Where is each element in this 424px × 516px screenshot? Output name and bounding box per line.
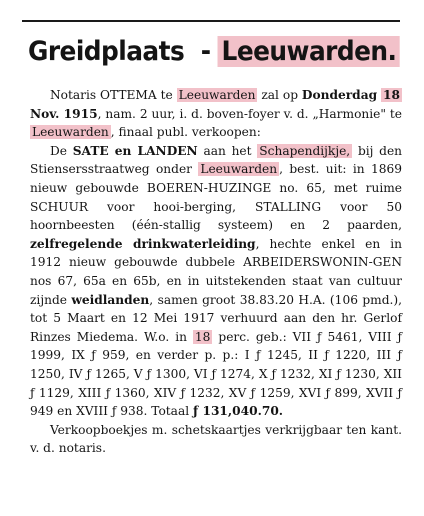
- text-span: , hechte enkel en in 1912 nieuw gebouwde dubbele ARBEIDERSWONIN-GEN nos 67, 65a en 65b, en in uitstekenden staat van cultuur zijnde: [30, 236, 402, 307]
- text-span: perc. geb.: VII ƒ 5461, VIII ƒ 1999, IX ƒ 959, en verder p. p.: I ƒ 1245, II ƒ 1220, III ƒ 1250, IV ƒ 1265, V ƒ 1300, VI ƒ 1274, X ƒ 1232, XI ƒ 1230, XII ƒ 1129, XIII ƒ 1360, XIV ƒ 1232, XV ƒ 1259, XVI ƒ 899, XVII ƒ 949 en XVIII ƒ 938. Totaal: [30, 329, 403, 419]
- text-span: De: [50, 143, 67, 158]
- paragraph-auction-notice: [30, 86, 402, 142]
- text-span: Notaris OTTEMA te: [50, 88, 173, 102]
- advert-heading: [28, 26, 397, 78]
- heading-place: Greidplaats: [28, 36, 185, 67]
- highlight-leeuwarden: Leeuwarden: [178, 88, 256, 102]
- bold-date: Nov. 1915: [30, 106, 98, 121]
- heading-separator: -: [200, 36, 211, 67]
- highlight-schapendijkje: Schapendijkje,: [259, 143, 351, 158]
- text-span: , best. uit: in 1869 nieuw gebouwde BOEREN-HUZINGE no. 65, met ruime SCHUUR voor hooi-berging, STALLING voor 50 hoornbeesten (één-stallig systeem) en 2 paarden,: [30, 162, 402, 233]
- bold-total: ƒ 131,040.70.: [192, 404, 284, 419]
- text-span: bij den Stiensersstraatweg onder: [30, 143, 403, 177]
- advert-body: [30, 86, 402, 458]
- text-span: , finaal publ. verkoopen:: [110, 125, 261, 140]
- bold-meadows: weidlanden: [71, 292, 150, 307]
- top-rule: [22, 20, 400, 22]
- bold-day: Donderdag: [301, 88, 378, 102]
- text-span: aan het: [203, 143, 252, 158]
- bold-property: SATE en LANDEN: [72, 143, 198, 158]
- highlight-leeuwarden: Leeuwarden: [32, 125, 109, 140]
- text-span: , nam. 2 uur, i. d. boven-foyer v. d. „Harmonie" te: [97, 106, 402, 121]
- highlight-date-number: 18: [383, 88, 401, 102]
- paragraph-booklets: Verkoopboekjes m. schetskaartjes verkrijgbaar ten kant. v. d. notaris.: [30, 422, 402, 456]
- highlight-parcel-count: 18: [194, 329, 211, 344]
- paragraph-property-description: [30, 142, 402, 421]
- heading-city-highlight: Leeuwarden.: [218, 36, 400, 67]
- bold-water: zelfregelende drinkwaterleiding: [30, 236, 256, 251]
- highlight-leeuwarden: Leeuwarden: [200, 162, 278, 177]
- text-span: zal op: [261, 88, 298, 102]
- text-span: , samen groot 38.83.20 H.A. (106 pmd.), tot 5 Maart en 12 Mei 1917 verhuurd aan den hr. Gerlof Rinzes Miedema. W.o. in: [30, 292, 403, 344]
